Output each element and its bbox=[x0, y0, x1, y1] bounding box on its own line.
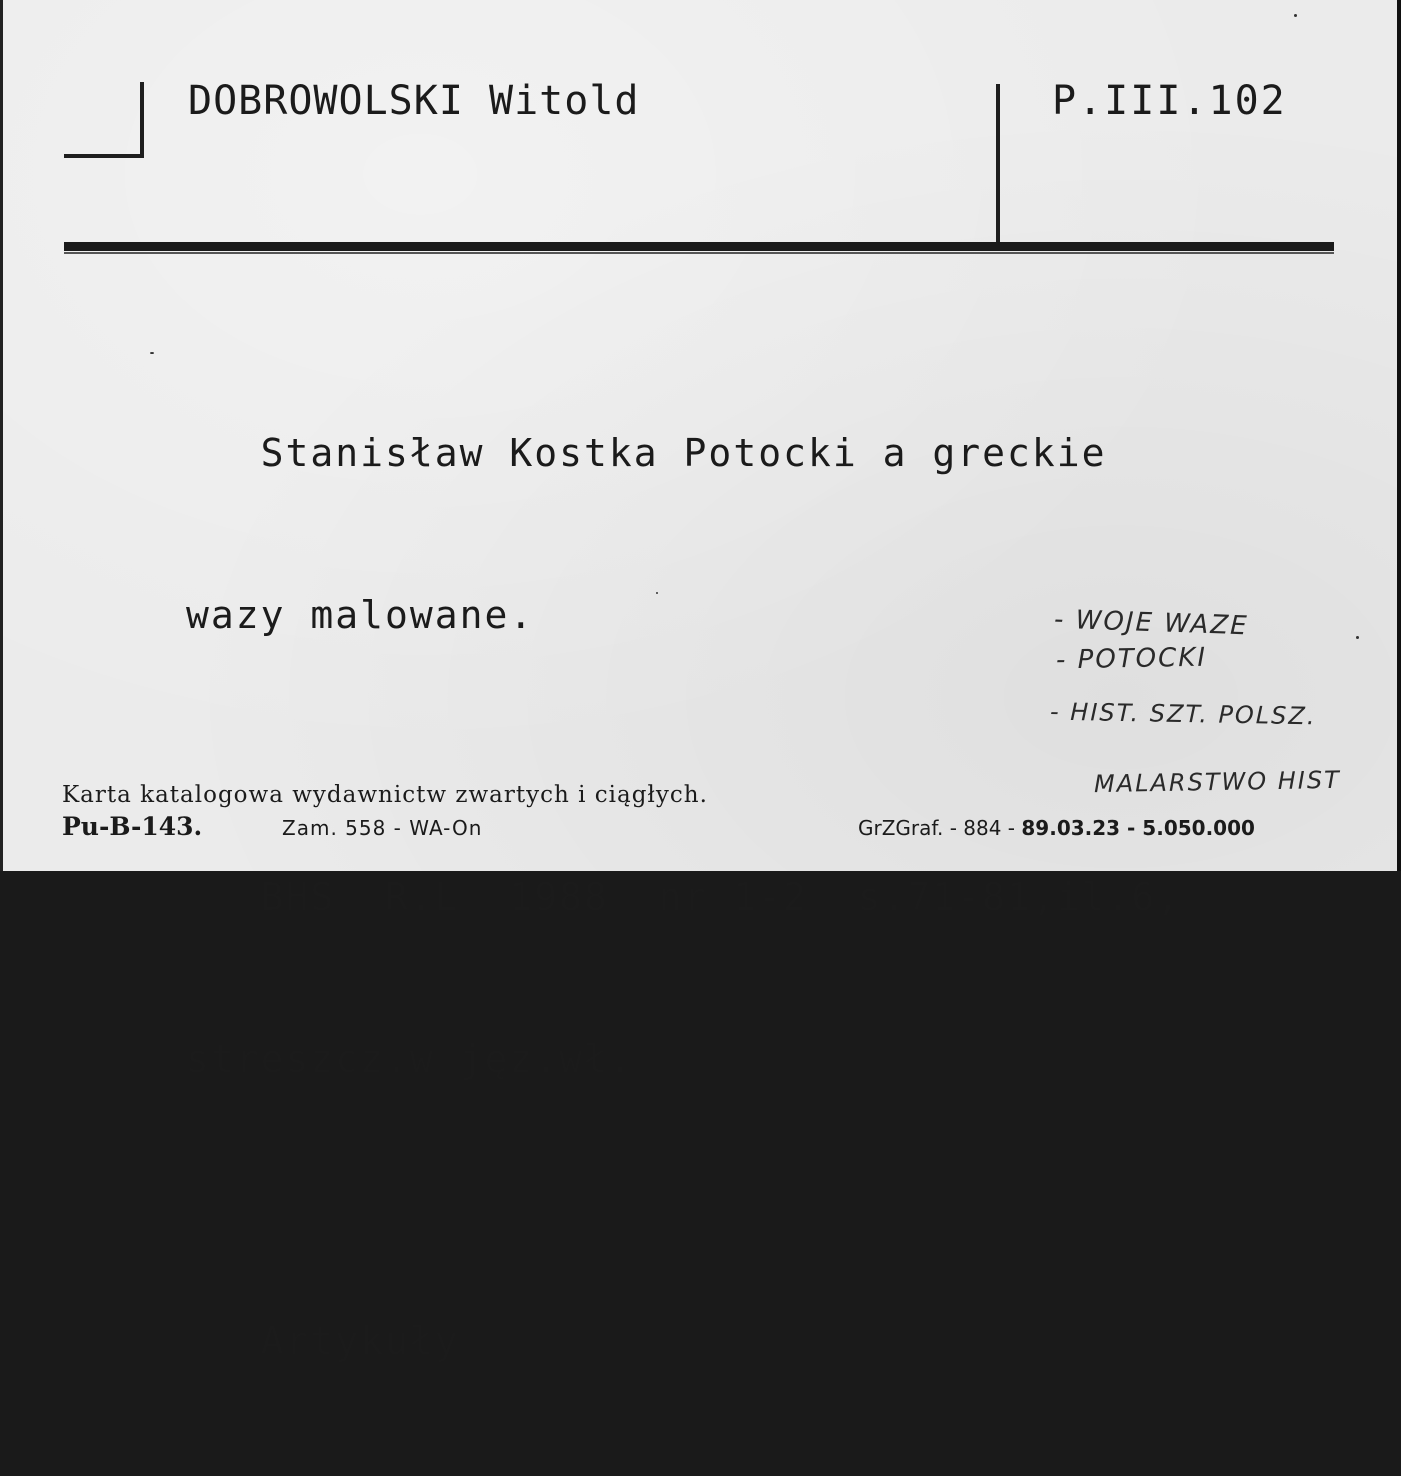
dust-speck bbox=[1356, 636, 1359, 639]
handwritten-note-1: - WOJE WAZE bbox=[1053, 604, 1250, 642]
source-line-1: BHS R.L 1988 nr 1-2 s.71-81,il.6, bbox=[186, 875, 1182, 919]
spacer bbox=[186, 1194, 1181, 1206]
corner-mark-horizontal bbox=[64, 154, 144, 158]
card-edge-left bbox=[0, 0, 3, 871]
handwritten-note-3: - HIST. SZT. POLSZ. bbox=[1049, 697, 1317, 731]
footer-print-prefix: GrZGraf. - 884 - bbox=[858, 816, 1022, 840]
card-edge-right bbox=[1397, 0, 1401, 871]
title-line-1: Stanisław Kostka Potocki a greckie bbox=[186, 431, 1107, 475]
header-separator bbox=[996, 84, 1000, 244]
category-line: Artykuły bbox=[186, 1319, 460, 1363]
author-heading: DOBROWOLSKI Witold bbox=[188, 78, 640, 124]
footer-print-suffix: 89.03.23 - 5.050.000 bbox=[1021, 816, 1255, 840]
spacer bbox=[186, 750, 1181, 762]
title-line-2: wazy malowane. bbox=[186, 593, 535, 637]
dust-speck bbox=[150, 352, 154, 354]
handwritten-note-4: MALARSTWO HIST bbox=[1093, 765, 1341, 799]
card-body bbox=[186, 318, 1181, 1476]
source-line-2: streszcz.w jęz.wł. bbox=[186, 1037, 634, 1081]
dust-speck bbox=[1294, 14, 1297, 17]
handwritten-note-2: - POTOCKI bbox=[1055, 642, 1208, 676]
footer-form-code: Pu-B-143. bbox=[62, 812, 203, 841]
header-rule bbox=[64, 242, 1334, 251]
call-number: P.III.102 bbox=[1052, 78, 1287, 124]
header-rule-shadow bbox=[64, 252, 1334, 254]
footer-order-number: Zam. 558 - WA-On bbox=[282, 816, 483, 840]
footer-description: Karta katalogowa wydawnictw zwartych i ciągłych. bbox=[62, 782, 708, 808]
dust-speck bbox=[656, 592, 658, 594]
footer-print-info bbox=[858, 816, 1255, 840]
corner-mark-vertical bbox=[140, 82, 144, 156]
